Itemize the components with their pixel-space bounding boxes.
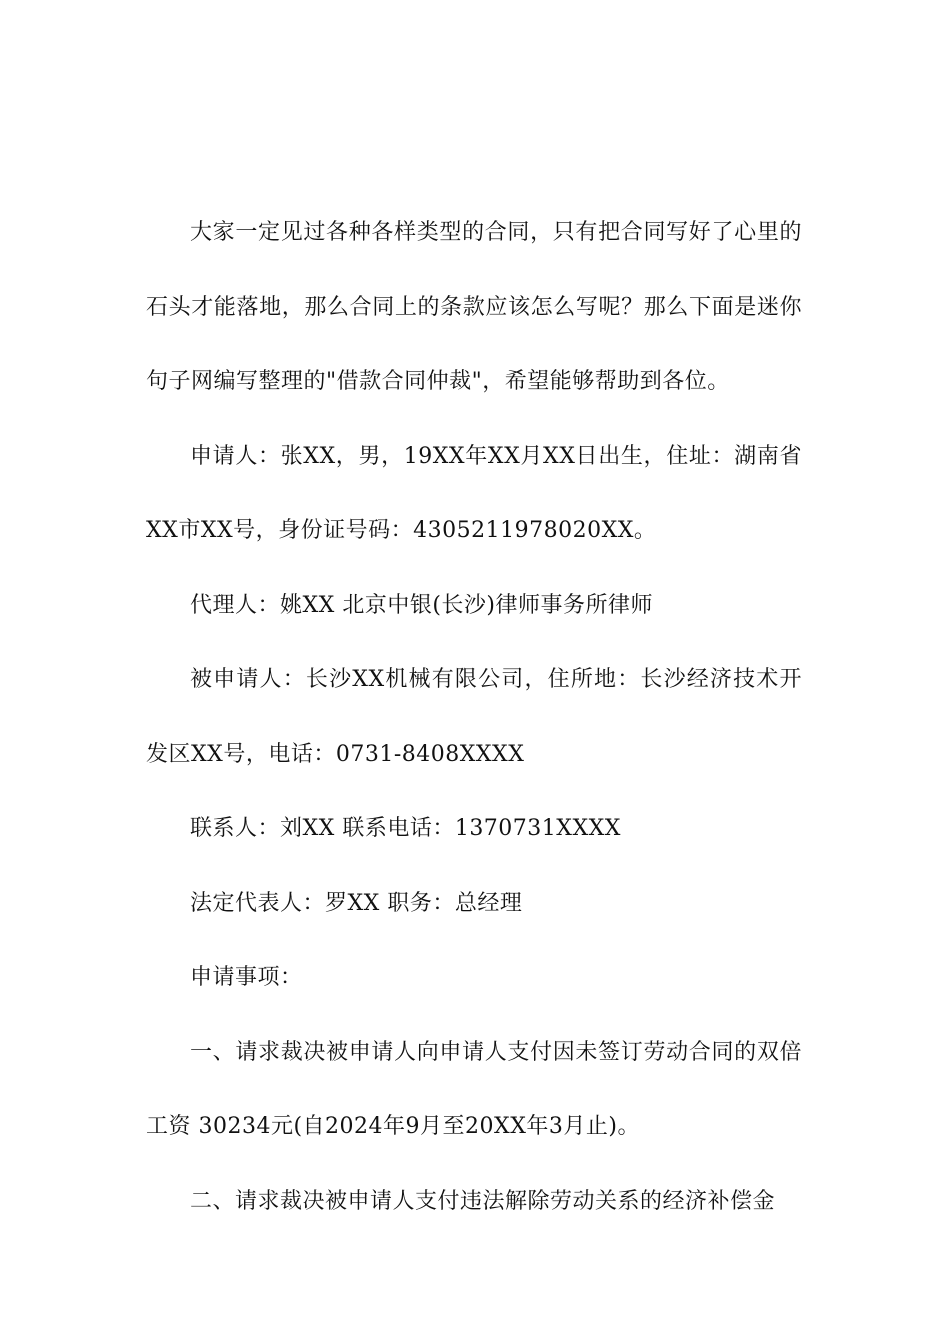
claim-item-1: 一、请求裁决被申请人向申请人支付因未签订劳动合同的双倍工资 30234元(自2024年9月至20XX年3月止)。 — [146, 1039, 802, 1139]
respondent-paragraph: 被申请人：长沙XX机械有限公司，住所地：长沙经济技术开发区XX号，电话：0731-8408XXXX — [146, 667, 802, 767]
claim-item-2: 二、请求裁决被申请人支付违法解除劳动关系的经济补偿金 — [190, 1188, 776, 1214]
applicant-paragraph: 申请人：张XX，男，19XX年XX月XX日出生，住址：湖南省XX市XX号，身份证号码：4305211978020XX。 — [146, 443, 802, 543]
document-body — [146, 196, 802, 1239]
intro-paragraph: 大家一定见过各种各样类型的合同，只有把合同写好了心里的石头才能落地，那么合同上的条款应该怎么写呢？那么下面是迷你句子网编写整理的"借款合同仲裁"，希望能够帮助到各位。 — [146, 220, 802, 394]
application-items-heading: 申请事项： — [190, 965, 303, 990]
contact-paragraph: 联系人：刘XX 联系电话：1370731XXXX — [190, 816, 621, 841]
agent-paragraph: 代理人：姚XX 北京中银(长沙)律师事务所律师 — [190, 592, 653, 618]
legal-representative-paragraph: 法定代表人：罗XX 职务：总经理 — [190, 890, 523, 916]
